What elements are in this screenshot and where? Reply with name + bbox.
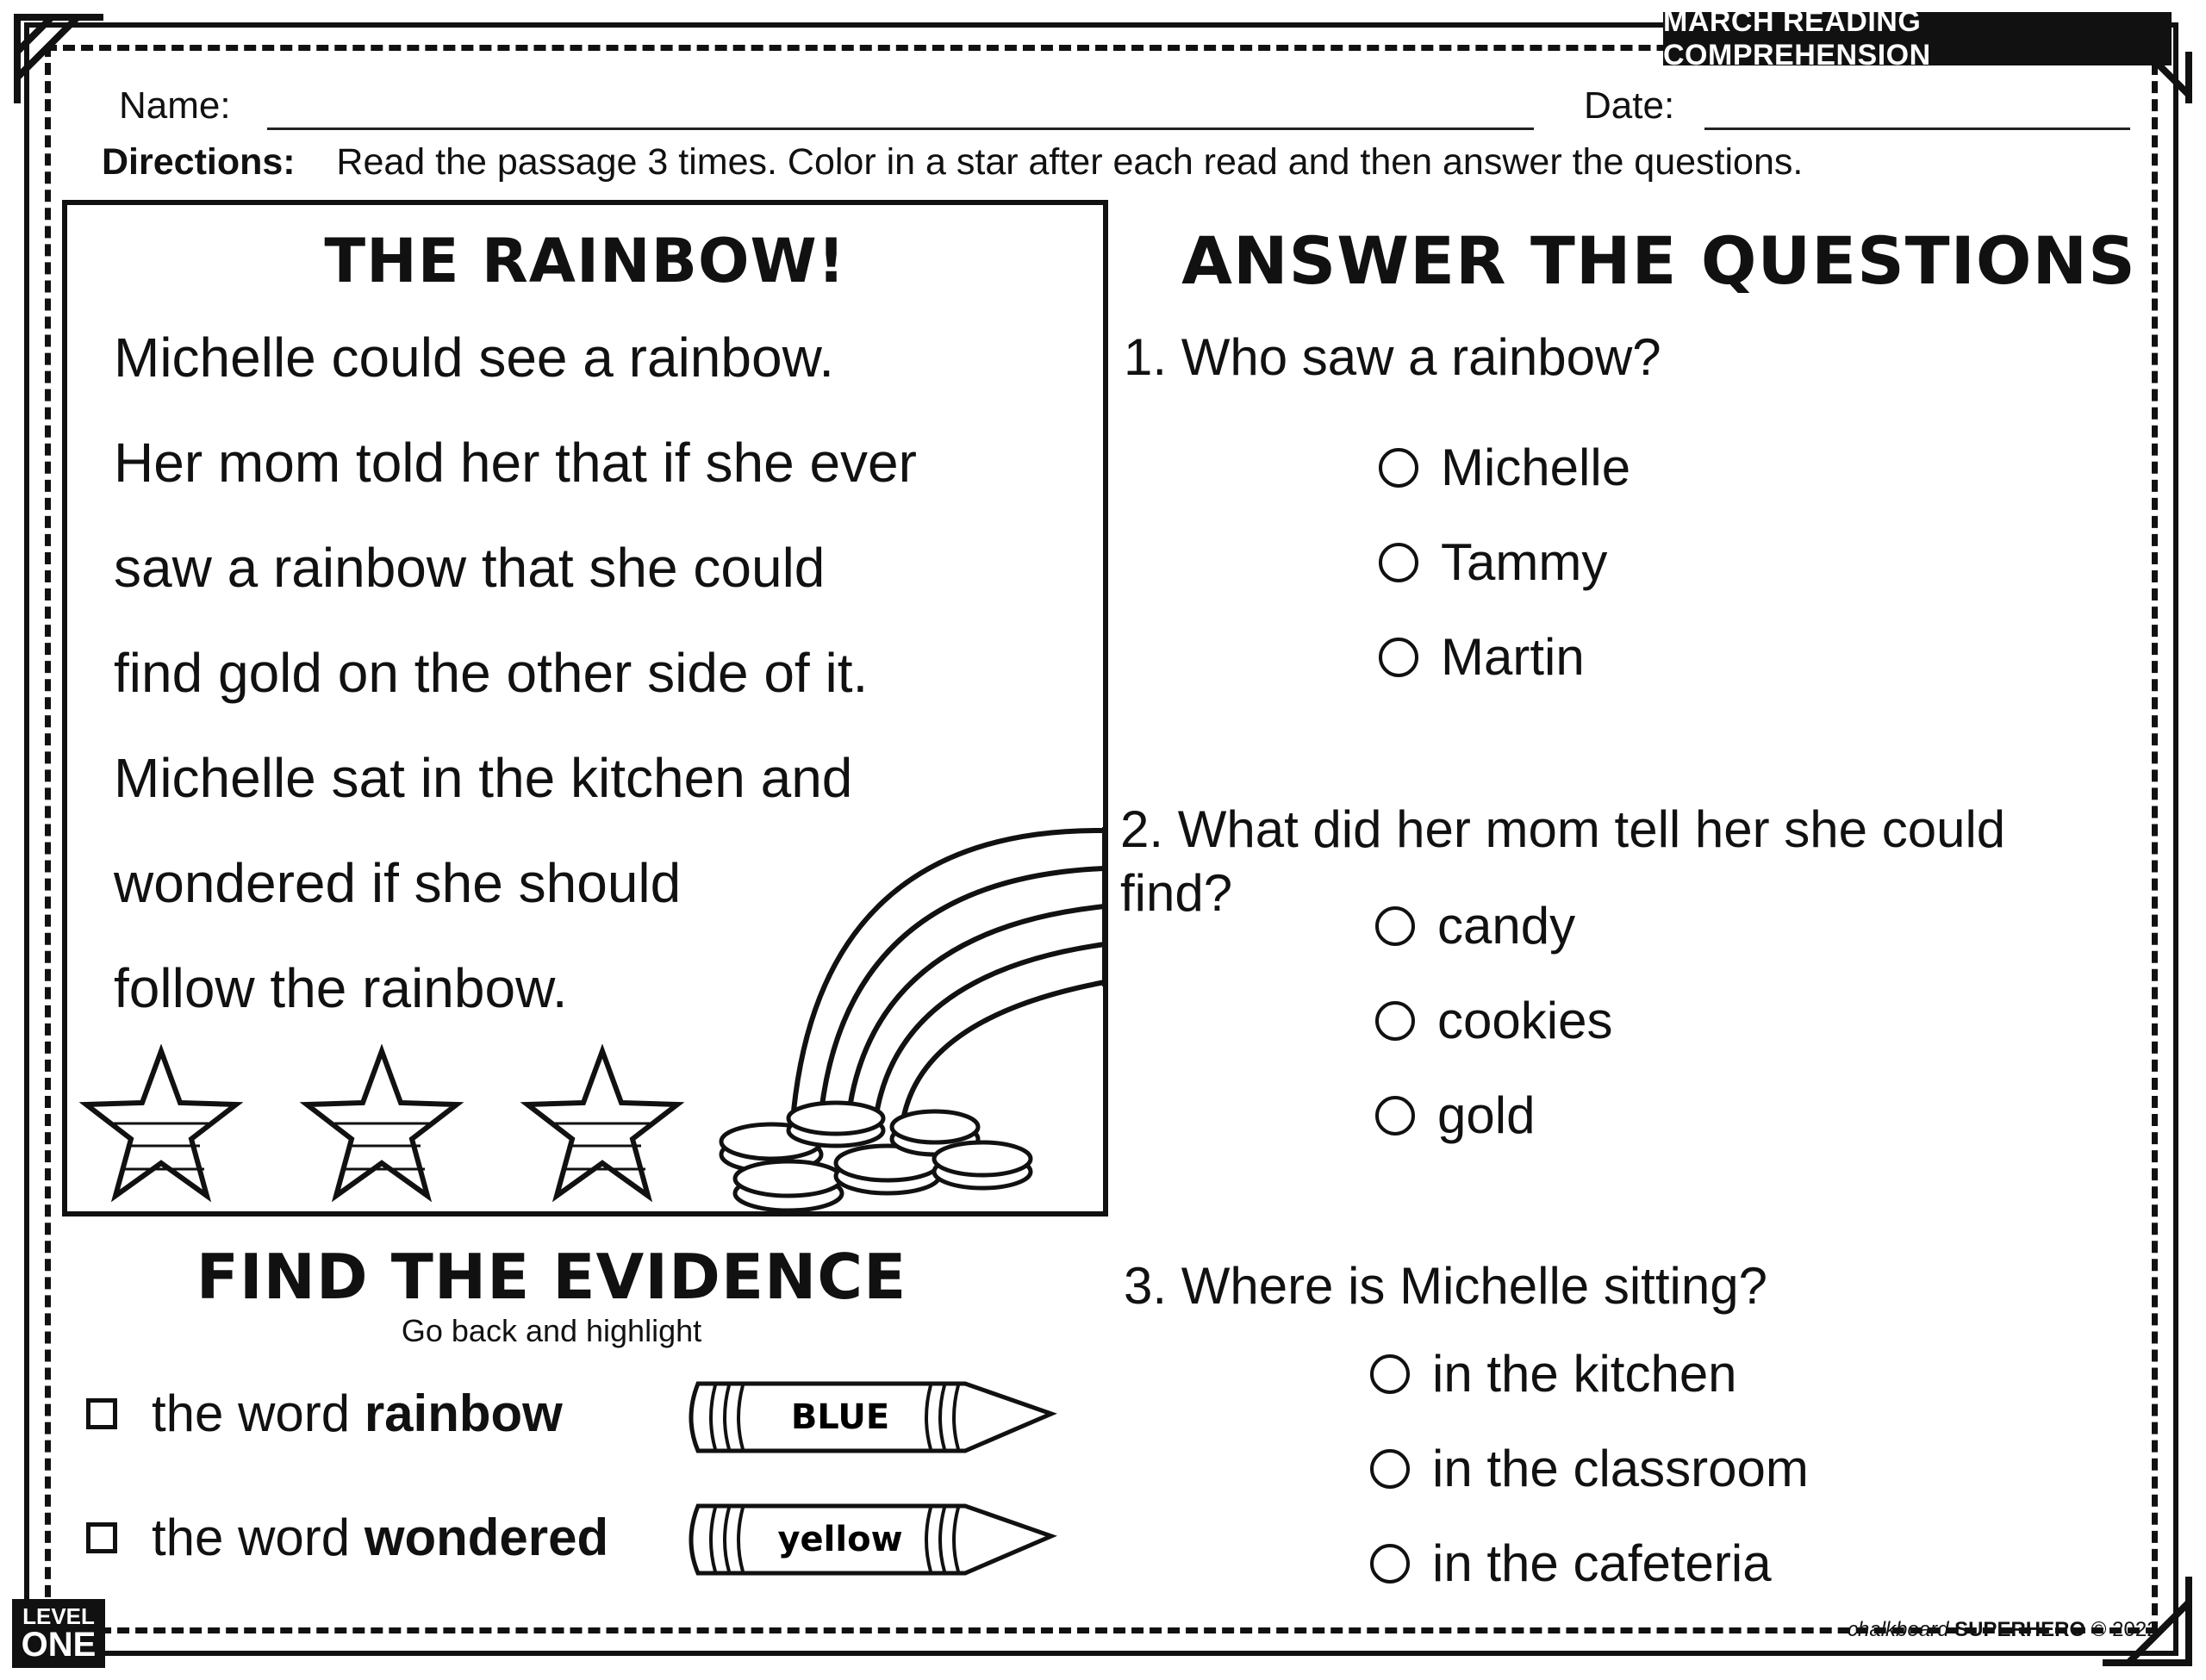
passage-line: Michelle could see a rainbow.: [114, 327, 835, 389]
reading-star-1[interactable]: [79, 1044, 243, 1208]
q2-option-cookies[interactable]: cookies: [1375, 991, 1612, 1050]
q3-option-kitchen[interactable]: in the kitchen: [1370, 1344, 1737, 1403]
question-1: 1. Who saw a rainbow?: [1124, 328, 1661, 386]
reading-star-2[interactable]: [300, 1044, 464, 1208]
passage-line: follow the rainbow.: [114, 957, 568, 1019]
passage-line: Michelle sat in the kitchen and: [114, 747, 853, 809]
date-label: Date:: [1584, 84, 1675, 127]
answer-title: ANSWER THE QUESTIONS: [1181, 222, 2136, 299]
question-3: 3. Where is Michelle sitting?: [1124, 1257, 1767, 1315]
checkbox-icon[interactable]: [86, 1522, 117, 1553]
evidence-title: FIND THE EVIDENCE: [196, 1241, 907, 1313]
crayon-label: yellow: [777, 1520, 903, 1559]
level-badge: LEVEL ONE: [12, 1599, 105, 1668]
passage-title: THE RAINBOW!: [324, 226, 846, 296]
crayon-label: BLUE: [790, 1397, 890, 1437]
crayon-blue-icon: [681, 1375, 1060, 1461]
question-2-line1: 2. What did her mom tell her she could: [1120, 800, 2006, 858]
corner-top-left: [17, 17, 103, 103]
radio-icon[interactable]: [1375, 1096, 1415, 1136]
evidence-subtitle: Go back and highlight: [401, 1313, 702, 1348]
radio-icon[interactable]: [1379, 638, 1418, 677]
q2-option-gold[interactable]: gold: [1375, 1086, 1535, 1145]
worksheet-tag: MARCH READING COMPREHENSION: [1663, 12, 2172, 65]
directions-label: Directions:: [102, 141, 296, 183]
evidence-item-wondered[interactable]: the word wondered: [86, 1508, 608, 1567]
crayon-yellow-icon: [681, 1497, 1060, 1584]
copyright-footer: chalkboard SUPERHERO © 2022: [1848, 1618, 2159, 1641]
q1-option-michelle[interactable]: Michelle: [1379, 438, 1630, 497]
radio-icon[interactable]: [1370, 1544, 1410, 1584]
passage-line: saw a rainbow that she could: [114, 537, 826, 599]
directions-text: Read the passage 3 times. Color in a star after each read and then answer the questions.: [336, 141, 1804, 183]
checkbox-icon[interactable]: [86, 1398, 117, 1429]
question-2-line2: find?: [1120, 864, 1233, 922]
evidence-item-rainbow[interactable]: the word rainbow: [86, 1384, 563, 1443]
rainbow-illustration: [707, 810, 1120, 1215]
reading-star-3[interactable]: [520, 1044, 684, 1208]
directions: [102, 141, 1803, 184]
radio-icon[interactable]: [1379, 448, 1418, 488]
radio-icon[interactable]: [1370, 1449, 1410, 1489]
q2-option-candy[interactable]: candy: [1375, 896, 1575, 955]
q3-option-cafeteria[interactable]: in the cafeteria: [1370, 1534, 1772, 1593]
radio-icon[interactable]: [1375, 906, 1415, 946]
radio-icon[interactable]: [1375, 1001, 1415, 1041]
radio-icon[interactable]: [1379, 543, 1418, 582]
q1-option-tammy[interactable]: Tammy: [1379, 532, 1607, 592]
name-field[interactable]: [267, 128, 1534, 130]
gold-coins-icon: [721, 1103, 1031, 1210]
passage-line: wondered if she should: [114, 852, 682, 914]
q3-option-classroom[interactable]: in the classroom: [1370, 1439, 1809, 1498]
date-field[interactable]: [1704, 128, 2130, 130]
name-label: Name:: [119, 84, 231, 127]
q1-option-martin[interactable]: Martin: [1379, 627, 1585, 687]
passage-line: Her mom told her that if she ever: [114, 432, 917, 494]
passage-line: find gold on the other side of it.: [114, 642, 869, 704]
radio-icon[interactable]: [1370, 1354, 1410, 1394]
